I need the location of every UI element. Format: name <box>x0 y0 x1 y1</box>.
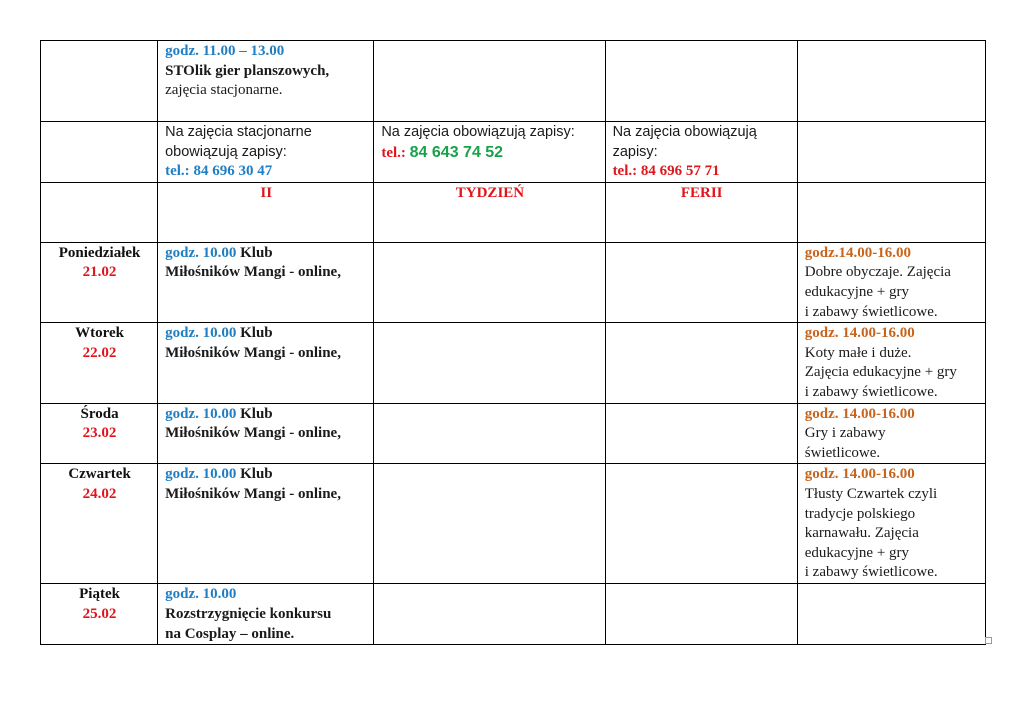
phone-number: 84 643 74 52 <box>409 143 504 161</box>
phone-number: 84 696 57 71 <box>640 163 720 180</box>
day-date: 25.02 <box>82 605 117 622</box>
empty-cell <box>41 122 158 183</box>
registration-text: Na zajęcia obowiązują <box>612 124 757 140</box>
empty-cell <box>374 242 605 322</box>
day-cell <box>41 584 158 645</box>
day-date: 21.02 <box>82 264 117 281</box>
event-title: Klub <box>236 405 273 422</box>
day-name: Poniedziałek <box>58 244 141 261</box>
table-row <box>41 182 986 242</box>
day-name: Czwartek <box>68 466 131 483</box>
empty-cell <box>374 584 605 645</box>
event-text: i zabawy świetlicowe. <box>804 564 938 581</box>
day-date: 24.02 <box>82 485 117 502</box>
empty-cell <box>374 403 605 464</box>
event-title: na Cosplay – online. <box>165 625 295 642</box>
schedule-table <box>40 40 986 645</box>
table-row <box>41 122 986 183</box>
day-cell <box>41 403 158 464</box>
empty-cell <box>605 41 797 122</box>
registration-cell <box>374 122 605 183</box>
registration-text: obowiązują zapisy: <box>165 143 287 160</box>
event-text: Gry i zabawy <box>804 425 886 442</box>
event-cell <box>158 464 374 584</box>
table-row <box>41 464 986 584</box>
event-time: godz. 14.00-16.00 <box>804 466 915 483</box>
event-title: Klub <box>236 466 273 483</box>
event-cell <box>158 242 374 322</box>
empty-cell <box>41 182 158 242</box>
board-games-cell <box>158 41 374 122</box>
day-date: 23.02 <box>82 425 117 442</box>
event-time: godz. 10.00 <box>165 325 237 342</box>
event-time: godz. 10.00 <box>165 586 237 603</box>
registration-cell <box>158 122 374 183</box>
event-text: Zajęcia edukacyjne + gry <box>804 364 957 381</box>
empty-cell <box>605 242 797 322</box>
table-resize-handle[interactable] <box>985 637 992 644</box>
day-name: Środa <box>80 405 119 422</box>
event-text: edukacyjne + gry <box>804 283 910 300</box>
empty-cell <box>605 464 797 584</box>
day-date: 22.02 <box>82 344 117 361</box>
empty-cell <box>797 584 985 645</box>
empty-cell <box>605 403 797 464</box>
event-title: Klub <box>236 244 273 261</box>
event-title: Miłośników Mangi - online, <box>165 344 341 361</box>
event-time: godz. 10.00 <box>165 244 237 261</box>
tel-label: tel.: <box>612 163 638 180</box>
event-cell <box>797 403 985 464</box>
table-row <box>41 584 986 645</box>
event-title: Miłośników Mangi - online, <box>165 264 341 281</box>
day-cell <box>41 464 158 584</box>
table-row <box>41 41 986 122</box>
event-title: Klub <box>236 325 273 342</box>
empty-cell <box>374 323 605 403</box>
event-title: Rozstrzygnięcie konkursu <box>165 605 332 622</box>
registration-text: zapisy: <box>612 143 658 160</box>
empty-cell <box>374 41 605 122</box>
event-title: Miłośników Mangi - online, <box>165 425 341 442</box>
event-cell <box>797 464 985 584</box>
event-time: godz.14.00-16.00 <box>804 244 912 261</box>
event-title: Miłośników Mangi - online, <box>165 485 341 502</box>
event-note: zajęcia stacjonarne. <box>165 82 283 99</box>
event-text: tradycje polskiego <box>804 505 916 522</box>
banner-word: FERII <box>605 182 797 242</box>
event-time: godz. 14.00-16.00 <box>804 325 915 342</box>
day-cell <box>41 323 158 403</box>
day-cell <box>41 242 158 322</box>
event-time: godz. 10.00 <box>165 466 237 483</box>
event-text: Tłusty Czwartek czyli <box>804 485 938 502</box>
empty-cell <box>797 122 985 183</box>
event-time: godz. 11.00 – 13.00 <box>165 43 285 59</box>
event-text: Koty małe i duże. <box>804 344 912 361</box>
registration-text: Na zajęcia stacjonarne <box>165 124 312 140</box>
event-cell <box>158 323 374 403</box>
table-row <box>41 323 986 403</box>
empty-cell <box>605 323 797 403</box>
tel-label: tel.: <box>165 163 190 180</box>
event-text: i zabawy świetlicowe. <box>804 303 938 320</box>
event-text: edukacyjne + gry <box>804 544 910 561</box>
day-name: Wtorek <box>75 325 124 342</box>
empty-cell <box>797 182 985 242</box>
table-row <box>41 403 986 464</box>
registration-text: Na zajęcia obowiązują zapisy: <box>381 124 575 140</box>
day-name: Piątek <box>79 586 120 603</box>
empty-cell <box>797 41 985 122</box>
event-cell <box>158 584 374 645</box>
phone-number: 84 696 30 47 <box>193 163 273 180</box>
empty-cell <box>605 584 797 645</box>
event-cell <box>797 242 985 322</box>
banner-word: TYDZIEŃ <box>374 182 605 242</box>
event-text: świetlicowe. <box>804 444 881 461</box>
event-time: godz. 14.00-16.00 <box>804 405 915 422</box>
event-time: godz. 10.00 <box>165 405 237 422</box>
event-title: STOlik gier planszowych, <box>165 62 330 79</box>
table-row <box>41 242 986 322</box>
event-text: Dobre obyczaje. Zajęcia <box>804 264 951 281</box>
banner-word: II <box>158 182 374 242</box>
event-text: i zabawy świetlicowe. <box>804 383 938 400</box>
event-cell <box>797 323 985 403</box>
empty-cell <box>41 41 158 122</box>
empty-cell <box>374 464 605 584</box>
tel-label: tel.: <box>381 144 406 161</box>
event-text: karnawału. Zajęcia <box>804 525 919 542</box>
event-cell <box>158 403 374 464</box>
registration-cell <box>605 122 797 183</box>
